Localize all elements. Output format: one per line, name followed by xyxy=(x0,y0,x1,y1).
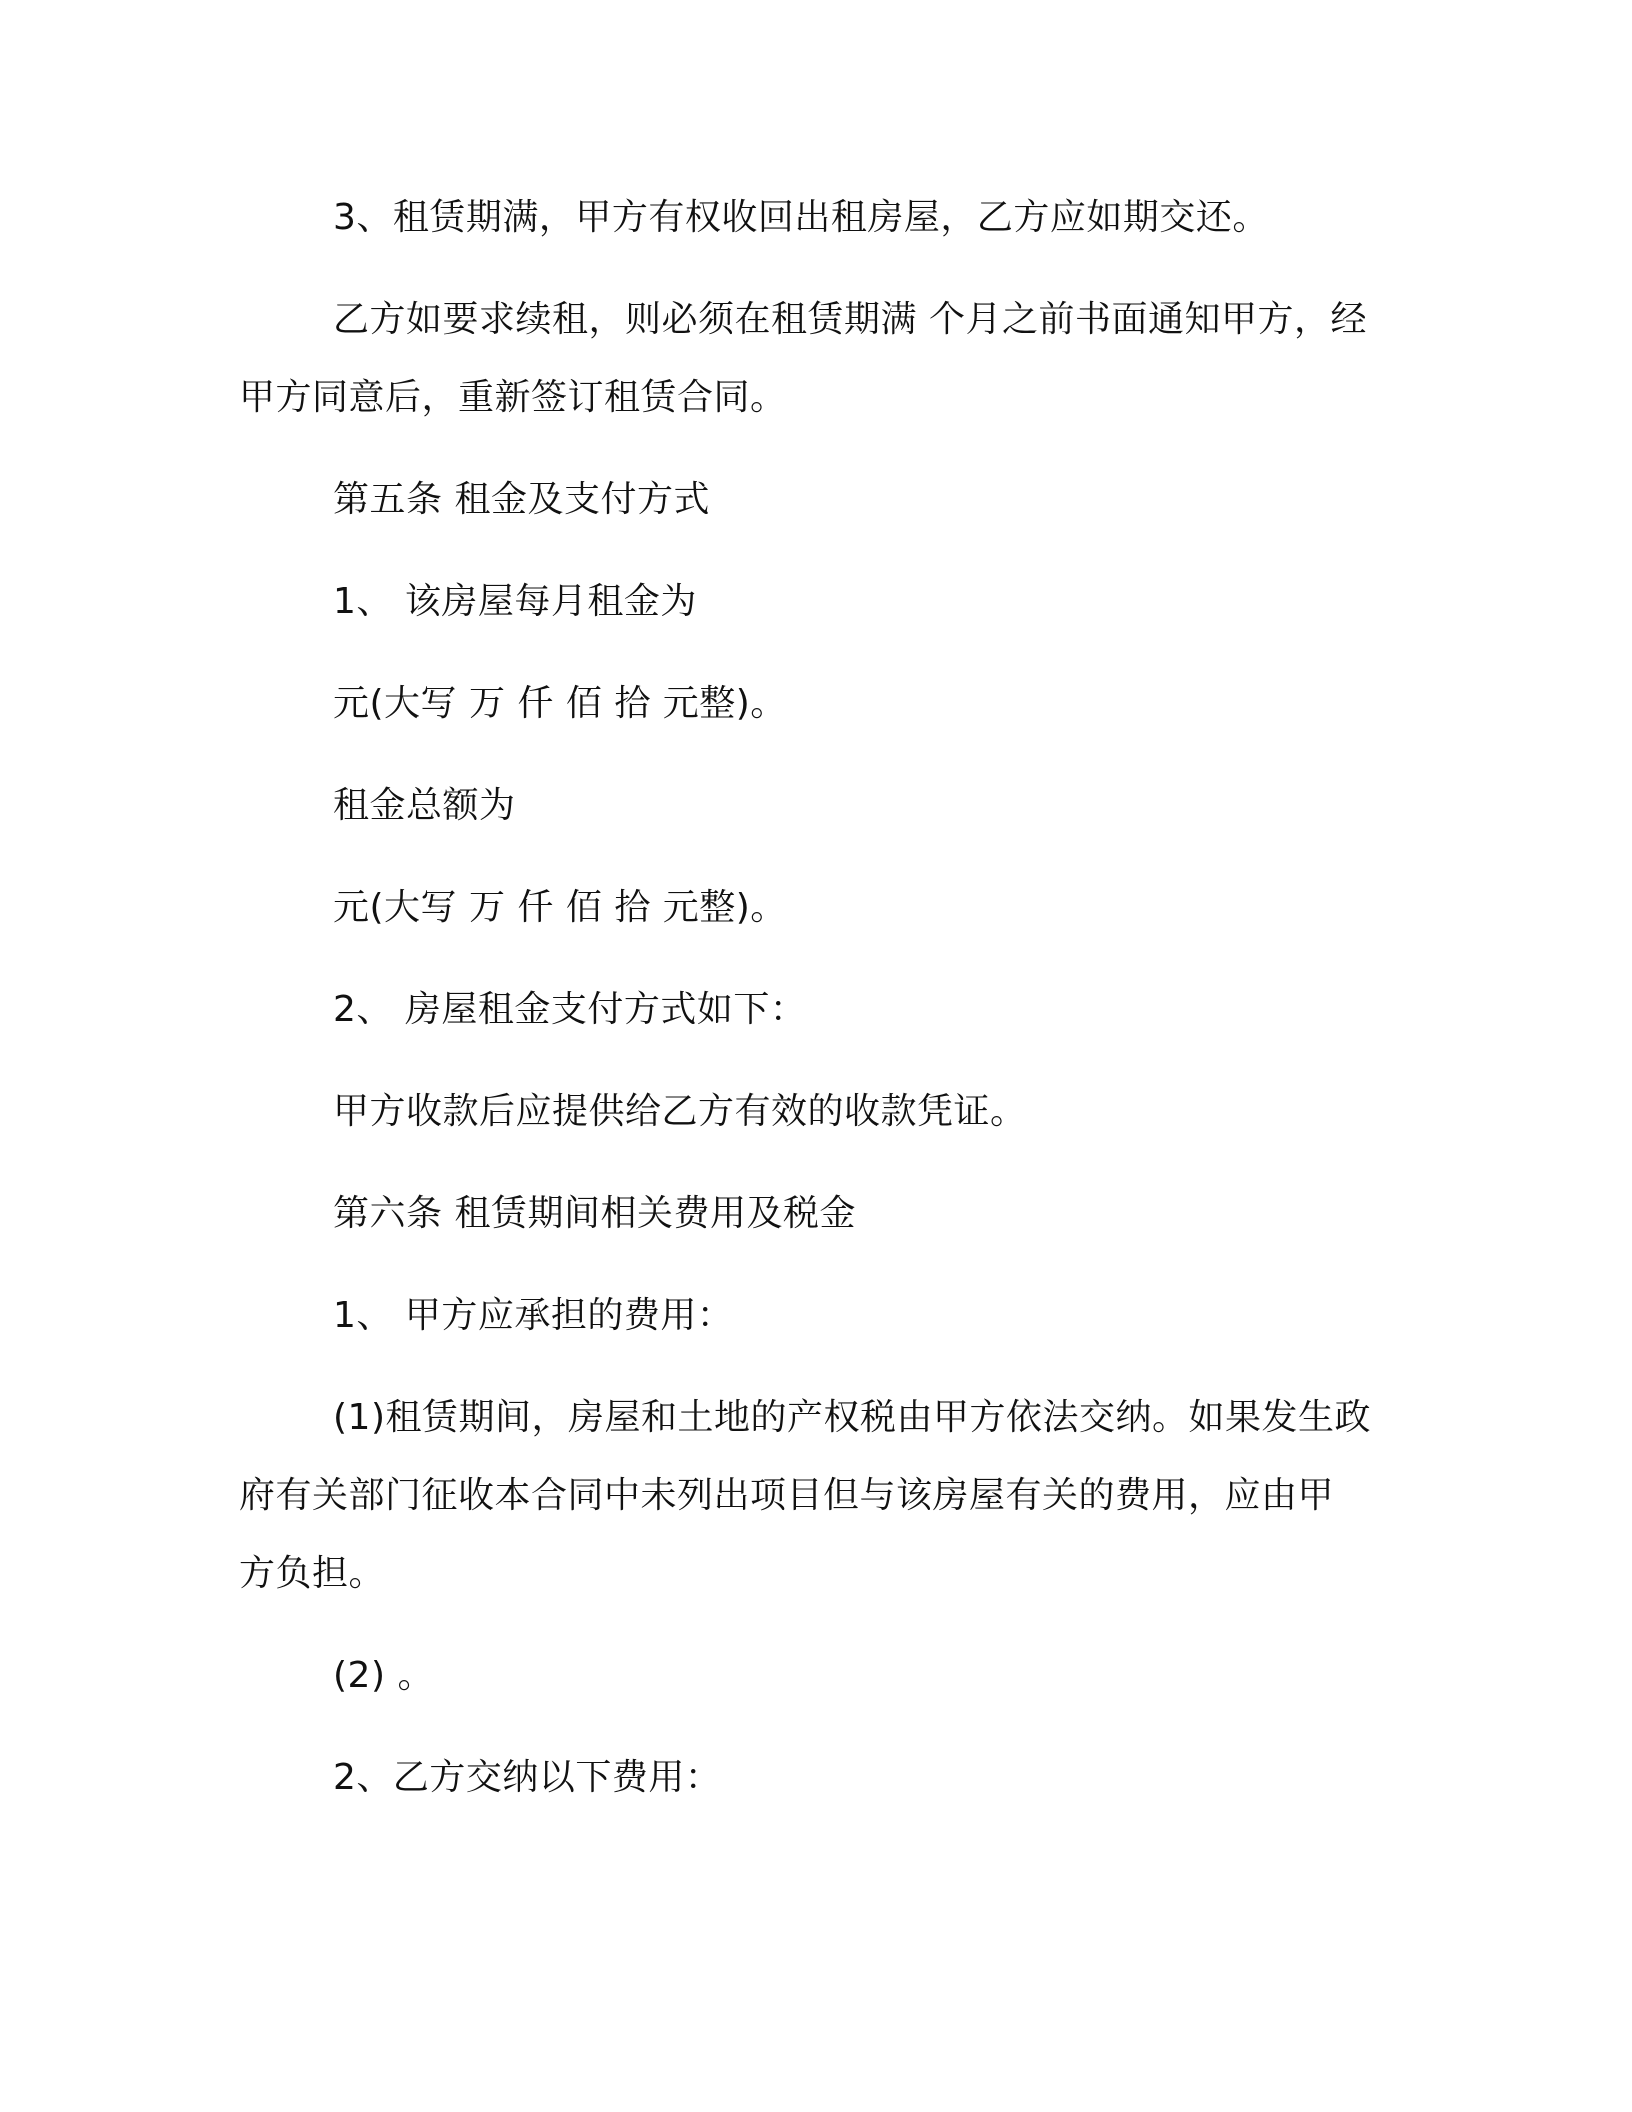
total-rent-amount-words: 元(大写 万 仟 佰 拾 元整)。 xyxy=(333,887,787,928)
article-6-heading: 第六条 租赁期间相关费用及税金 xyxy=(333,1193,856,1234)
monthly-rent-item: 1、 该房屋每月租金为 xyxy=(333,581,697,622)
paragraph-renewal-line-1: 乙方如要求续租，则必须在租赁期满 个月之前书面通知甲方，经 xyxy=(333,299,1367,340)
party-b-fees-item: 2、乙方交纳以下费用： xyxy=(333,1757,722,1798)
party-a-fees-clause-1-line-1: (1)租赁期间，房屋和土地的产权税由甲方依法交纳。如果发生政 xyxy=(333,1397,1371,1438)
party-a-fees-clause-2: (2) 。 xyxy=(333,1655,434,1696)
total-rent-label: 租金总额为 xyxy=(333,785,516,826)
party-a-fees-clause-1-line-3: 方负担。 xyxy=(239,1553,386,1594)
paragraph-renewal-line-2: 甲方同意后，重新签订租赁合同。 xyxy=(239,377,787,418)
monthly-rent-amount-words: 元(大写 万 仟 佰 拾 元整)。 xyxy=(333,683,787,724)
receipt-paragraph: 甲方收款后应提供给乙方有效的收款凭证。 xyxy=(333,1091,1027,1132)
party-a-fees-clause-1-line-2: 府有关部门征收本合同中未列出项目但与该房屋有关的费用，应由甲 xyxy=(239,1475,1335,1516)
paragraph-lease-expiry: 3、租赁期满，甲方有权收回出租房屋，乙方应如期交还。 xyxy=(333,197,1269,238)
payment-method-item: 2、 房屋租金支付方式如下： xyxy=(333,989,807,1030)
article-5-heading: 第五条 租金及支付方式 xyxy=(333,479,710,520)
party-a-fees-item: 1、 甲方应承担的费用： xyxy=(333,1295,734,1336)
